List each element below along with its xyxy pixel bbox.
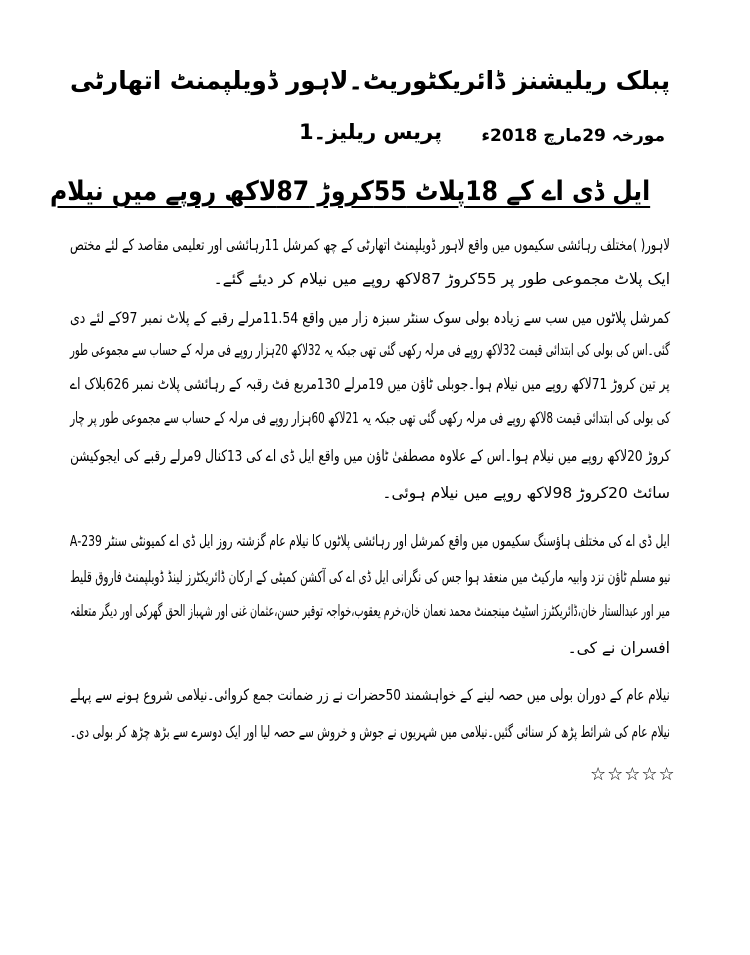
paragraph1-line1: لاہور( )مختلف رہائشی سکیموں میں واقع لاہور ڈویلپمنٹ اتھارٹی کے چھ کمرشل 11رہائشی اور تعلیمی مقاصد کے لئے مختص xyxy=(70,236,670,254)
paragraph2-line5: کروڑ 20لاکھ روپے میں نیلام ہوا۔اس کے علاوہ مصطفیٰ ٹاؤن میں واقع ایل ڈی اے کی 13کنال 9مرلے رقبے کی ایجوکیشن xyxy=(69,447,670,465)
headline: ایل ڈی اے کے 18پلاٹ 55کروڑ 87لاکھ روپے میں نیلام xyxy=(49,176,650,207)
paragraph3-line2: نیو مسلم ٹاؤن نزد وابیہ مارکیٹ میں منعقد ہوا جس کی نگرانی ایل ڈی اے کی آکشن کمیٹی کے ارکان ڈائریکٹرز لینڈ ڈویلپمنٹ فاروق قلیط xyxy=(69,568,670,586)
release-date: مورخہ 29مارچ 2018ء xyxy=(481,126,665,146)
paragraph1-line2: ایک پلاٹ مجموعی طور پر 55کروڑ 87لاکھ روپے میں نیلام کر دیئے گئے۔ xyxy=(213,270,670,288)
paragraph2-line6: سائٹ 20کروڑ 98لاکھ روپے میں نیلام ہوئی۔ xyxy=(382,484,670,502)
paragraph2-line1: کمرشل پلاٹوں میں سب سے زیادہ بولی سوک سنٹر سبزہ زار میں واقع 11.54مرلے رقبے کے پلاٹ نمبر 97کے لئے دی xyxy=(69,309,670,327)
paragraph4-line2: نیلام عام کی شرائط پڑھ کر سنائی گئیں۔نیلامی میں شہریوں نے جوش و خروش سے حصہ لیا اور ایک دوسرے سے بڑھ چڑھ کر بولی دی۔ xyxy=(70,723,670,741)
press-release-number: پریس ریلیز۔1 xyxy=(299,120,442,144)
paragraph3-line4: افسران نے کی۔ xyxy=(567,639,670,657)
department-header: پبلک ریلیشنز ڈائریکٹوریٹ۔لاہور ڈویلپمنٹ اتھارٹی xyxy=(69,66,670,95)
paragraph3-line1: ایل ڈی اے کی مختلف ہاؤسنگ سکیموں میں واقع کمرشل اور رہائشی پلاٹوں کا نیلام عام گزشتہ روز ایل ڈی اے کمیونٹی سنٹر 239-A xyxy=(70,532,670,550)
paragraph2-line2: گئی۔اس کی بولی کی ابتدائی قیمت 32لاکھ روپے فی مرلہ رکھی گئی تھی جبکہ یہ 32لاکھ 20ہزار روپے فی مرلہ کے حساب سے مجموعی طور xyxy=(70,341,670,359)
paragraph2-line3: پر تین کروڑ 71لاکھ روپے میں نیلام ہوا۔جوبلی ٹاؤن میں 19مرلے 130مربع فٹ رقبہ کے رہائشی پلاٹ نمبر 626بلاک اے xyxy=(70,375,670,393)
paragraph2-line4: کی بولی کی ابتدائی قیمت 8لاکھ روپے فی مرلہ رکھی گئی تھی جبکہ یہ 21لاکھ 60ہزار روپے فی مرلہ کے حساب سے مجموعی طور پر چار xyxy=(69,409,670,427)
paragraph3-line3: میر اور عبدالستار خان،ڈائریکٹرز اسٹیٹ مینجمنٹ محمد نعمان خان،خرم یعقوب،خواجہ توقیر حسن،عثمان غنی اور شہباز الحق گھرکی اور دیگر متعلقہ xyxy=(70,602,670,620)
paragraph4-line1: نیلام عام کے دوران بولی میں حصہ لینے کے خواہشمند 50حضرات نے زر ضمانت جمع کروائی۔نیلامی شروع ہونے سے پہلے xyxy=(70,686,670,704)
end-mark-stars: ☆☆☆☆☆ xyxy=(590,764,676,785)
